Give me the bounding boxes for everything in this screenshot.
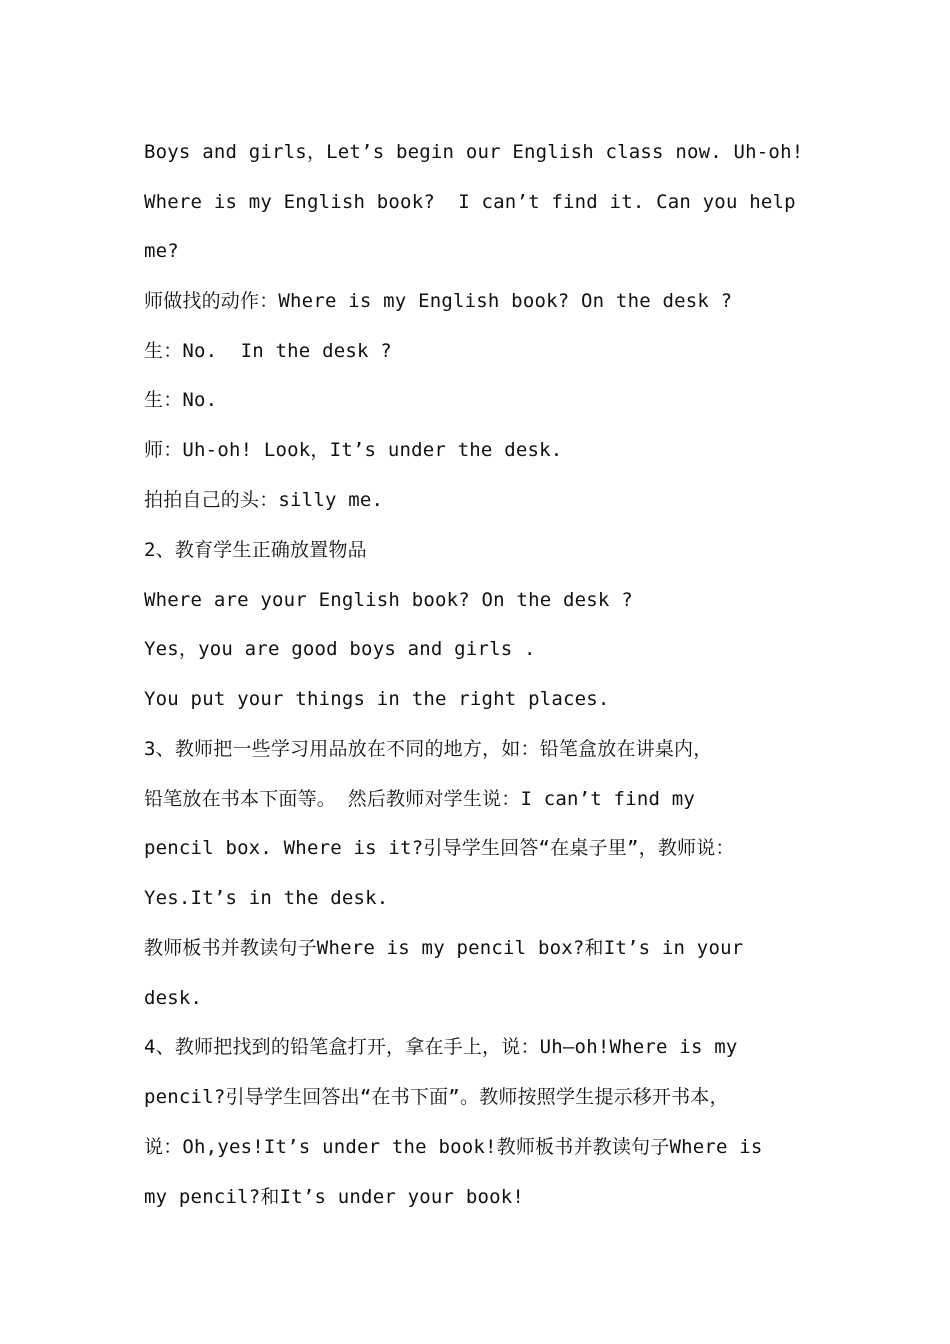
text-line: 教师板书并教读句子Where is my pencil box?和It’s in your <box>144 937 744 959</box>
text-line: Where is my English book? I can’t find it. Can you help <box>144 191 796 213</box>
text-line: me? <box>144 240 179 262</box>
text-line: 说：Oh,yes!It’s under the book!教师板书并教读句子Where is <box>144 1136 763 1158</box>
text-line: 生：No. In the desk ? <box>144 340 392 362</box>
text-line: Boys and girls，Let’s begin our English class now. Uh-oh! <box>144 141 804 163</box>
text-line: You put your things in the right places. <box>144 688 610 710</box>
text-line: 师做找的动作：Where is my English book? On the desk ? <box>144 290 733 312</box>
section-heading: 3、教师把一些学习用品放在不同的地方，如：铅笔盒放在讲桌内， <box>144 738 713 760</box>
text-line: 师：Uh-oh! Look，It’s under the desk. <box>144 439 563 461</box>
text-line: pencil?引导学生回答出“在书下面”。教师按照学生提示移开书本， <box>144 1086 729 1108</box>
text-line: 生：No. <box>144 389 218 411</box>
text-line: 铅笔放在书本下面等。 然后教师对学生说：I can’t find my <box>144 788 696 810</box>
text-line: my pencil?和It’s under your book! <box>144 1186 525 1208</box>
text-line: Yes.It’s in the desk. <box>144 887 389 909</box>
section-heading: 2、教育学生正确放置物品 <box>144 539 367 561</box>
section-heading: 4、教师把找到的铅笔盒打开，拿在手上，说：Uh—oh!Where is my <box>144 1036 738 1058</box>
text-line: pencil box. Where is it?引导学生回答“在桌子里”，教师说： <box>144 837 735 859</box>
text-line: Yes，you are good boys and girls . <box>144 638 536 660</box>
text-line: desk. <box>144 987 203 1009</box>
text-line: Where are your English book? On the desk ? <box>144 589 633 611</box>
text-line: 拍拍自己的头：silly me. <box>144 489 384 511</box>
